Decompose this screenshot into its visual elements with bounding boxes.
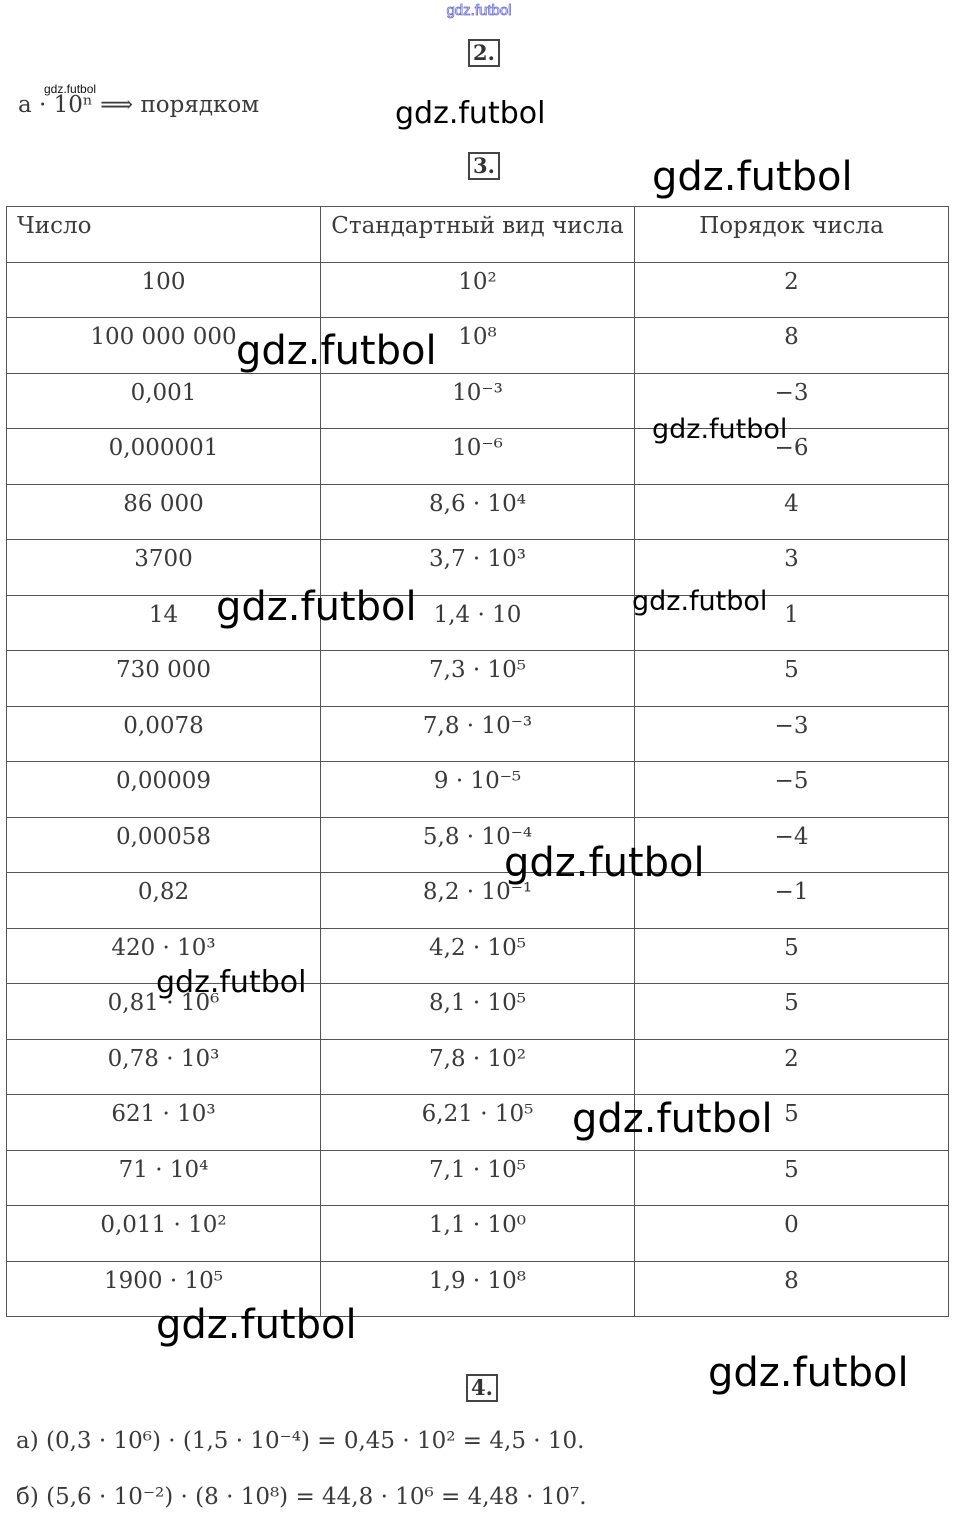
cell-standard-form: 1,1 · 10⁰ xyxy=(321,1206,635,1262)
table-row xyxy=(7,318,949,374)
table-row xyxy=(7,1150,949,1206)
cell-number: 0,001 xyxy=(7,373,321,429)
cell-number: 86 000 xyxy=(7,484,321,540)
header-watermark: gdz.futbol xyxy=(446,2,512,19)
table-row xyxy=(7,873,949,929)
cell-standard-form: 8,6 · 10⁴ xyxy=(321,484,635,540)
table-row xyxy=(7,262,949,318)
cell-order: 5 xyxy=(635,651,949,707)
cell-number: 420 · 10³ xyxy=(7,928,321,984)
cell-standard-form: 7,8 · 10⁻³ xyxy=(321,706,635,762)
watermark-overlay: gdz.futbol xyxy=(395,96,546,131)
cell-standard-form: 8,1 · 10⁵ xyxy=(321,984,635,1040)
cell-order: 1 xyxy=(635,595,949,651)
table-row xyxy=(7,1206,949,1262)
cell-standard-form: 3,7 · 10³ xyxy=(321,540,635,596)
cell-order: 5 xyxy=(635,1095,949,1151)
cell-number: 0,81 · 10⁶ xyxy=(7,984,321,1040)
table-row xyxy=(7,540,949,596)
cell-number: 0,000001 xyxy=(7,429,321,485)
cell-number: 100 xyxy=(7,262,321,318)
cell-standard-form: 7,3 · 10⁵ xyxy=(321,651,635,707)
order-formula: a · 10ⁿ ⟹ порядком xyxy=(18,92,260,118)
header-order: Порядок числа xyxy=(635,207,949,263)
cell-order: 4 xyxy=(635,484,949,540)
watermark-overlay: gdz.futbol xyxy=(632,586,768,617)
cell-number: 100 000 000 xyxy=(7,318,321,374)
cell-number: 1900 · 10⁵ xyxy=(7,1261,321,1317)
cell-order: 5 xyxy=(635,1150,949,1206)
cell-standard-form: 6,21 · 10⁵ xyxy=(321,1095,635,1151)
cell-order: 0 xyxy=(635,1206,949,1262)
section-4-number: 4. xyxy=(466,1374,498,1402)
cell-standard-form: 10⁻⁶ xyxy=(321,429,635,485)
cell-number: 3700 xyxy=(7,540,321,596)
cell-order: 3 xyxy=(635,540,949,596)
watermark-overlay: gdz.futbol xyxy=(216,584,417,630)
cell-order: 5 xyxy=(635,928,949,984)
cell-number: 730 000 xyxy=(7,651,321,707)
cell-number: 0,82 xyxy=(7,873,321,929)
cell-order: −4 xyxy=(635,817,949,873)
cell-order: −1 xyxy=(635,873,949,929)
cell-number: 0,00058 xyxy=(7,817,321,873)
cell-order: 2 xyxy=(635,1039,949,1095)
table-row xyxy=(7,762,949,818)
watermark-overlay: gdz.futbol xyxy=(708,1350,909,1396)
cell-standard-form: 4,2 · 10⁵ xyxy=(321,928,635,984)
watermark-overlay: gdz.futbol xyxy=(652,414,788,445)
header-number: Число xyxy=(7,207,321,263)
section-2-number: 2. xyxy=(468,39,500,67)
table-row xyxy=(7,651,949,707)
table-row xyxy=(7,373,949,429)
table-row xyxy=(7,706,949,762)
section-3-number: 3. xyxy=(468,152,500,180)
small-watermark: gdz.futbol xyxy=(44,82,97,96)
table-header-row xyxy=(7,207,949,263)
cell-number: 0,0078 xyxy=(7,706,321,762)
table-row xyxy=(7,1095,949,1151)
table-row xyxy=(7,1261,949,1317)
cell-standard-form: 8,2 · 10⁻¹ xyxy=(321,873,635,929)
watermark-overlay: gdz.futbol xyxy=(156,965,307,1000)
table-row xyxy=(7,817,949,873)
table-row xyxy=(7,429,949,485)
cell-standard-form: 5,8 · 10⁻⁴ xyxy=(321,817,635,873)
cell-standard-form: 1,9 · 10⁸ xyxy=(321,1261,635,1317)
watermark-overlay: gdz.futbol xyxy=(652,154,853,200)
standard-form-table xyxy=(6,206,949,1317)
table-row xyxy=(7,1039,949,1095)
cell-standard-form: 1,4 · 10 xyxy=(321,595,635,651)
table-row xyxy=(7,928,949,984)
cell-standard-form: 10² xyxy=(321,262,635,318)
watermark-overlay: gdz.futbol xyxy=(504,840,705,886)
cell-number: 0,011 · 10² xyxy=(7,1206,321,1262)
table-row xyxy=(7,484,949,540)
cell-order: −3 xyxy=(635,373,949,429)
cell-standard-form: 10⁸ xyxy=(321,318,635,374)
cell-order: 5 xyxy=(635,984,949,1040)
cell-order: −6 xyxy=(635,429,949,485)
cell-order: −3 xyxy=(635,706,949,762)
table-row xyxy=(7,984,949,1040)
cell-standard-form: 7,1 · 10⁵ xyxy=(321,1150,635,1206)
watermark-overlay: gdz.futbol xyxy=(156,1302,357,1348)
table-row xyxy=(7,595,949,651)
result-line-a: а) (0,3 · 10⁶) · (1,5 · 10⁻⁴) = 0,45 · 10² = 4,5 · 10. xyxy=(16,1428,585,1454)
cell-standard-form: 9 · 10⁻⁵ xyxy=(321,762,635,818)
cell-number: 0,78 · 10³ xyxy=(7,1039,321,1095)
cell-number: 621 · 10³ xyxy=(7,1095,321,1151)
watermark-overlay: gdz.futbol xyxy=(572,1096,773,1142)
cell-order: 8 xyxy=(635,1261,949,1317)
cell-order: −5 xyxy=(635,762,949,818)
cell-standard-form: 7,8 · 10² xyxy=(321,1039,635,1095)
header-standard-form: Стандартный вид числа xyxy=(321,207,635,263)
cell-number: 71 · 10⁴ xyxy=(7,1150,321,1206)
cell-standard-form: 10⁻³ xyxy=(321,373,635,429)
result-line-b: б) (5,6 · 10⁻²) · (8 · 10⁸) = 44,8 · 10⁶ = 4,48 · 10⁷. xyxy=(16,1484,587,1510)
cell-number: 0,00009 xyxy=(7,762,321,818)
cell-order: 2 xyxy=(635,262,949,318)
watermark-overlay: gdz.futbol xyxy=(236,328,437,374)
cell-order: 8 xyxy=(635,318,949,374)
cell-number: 14 xyxy=(7,595,321,651)
